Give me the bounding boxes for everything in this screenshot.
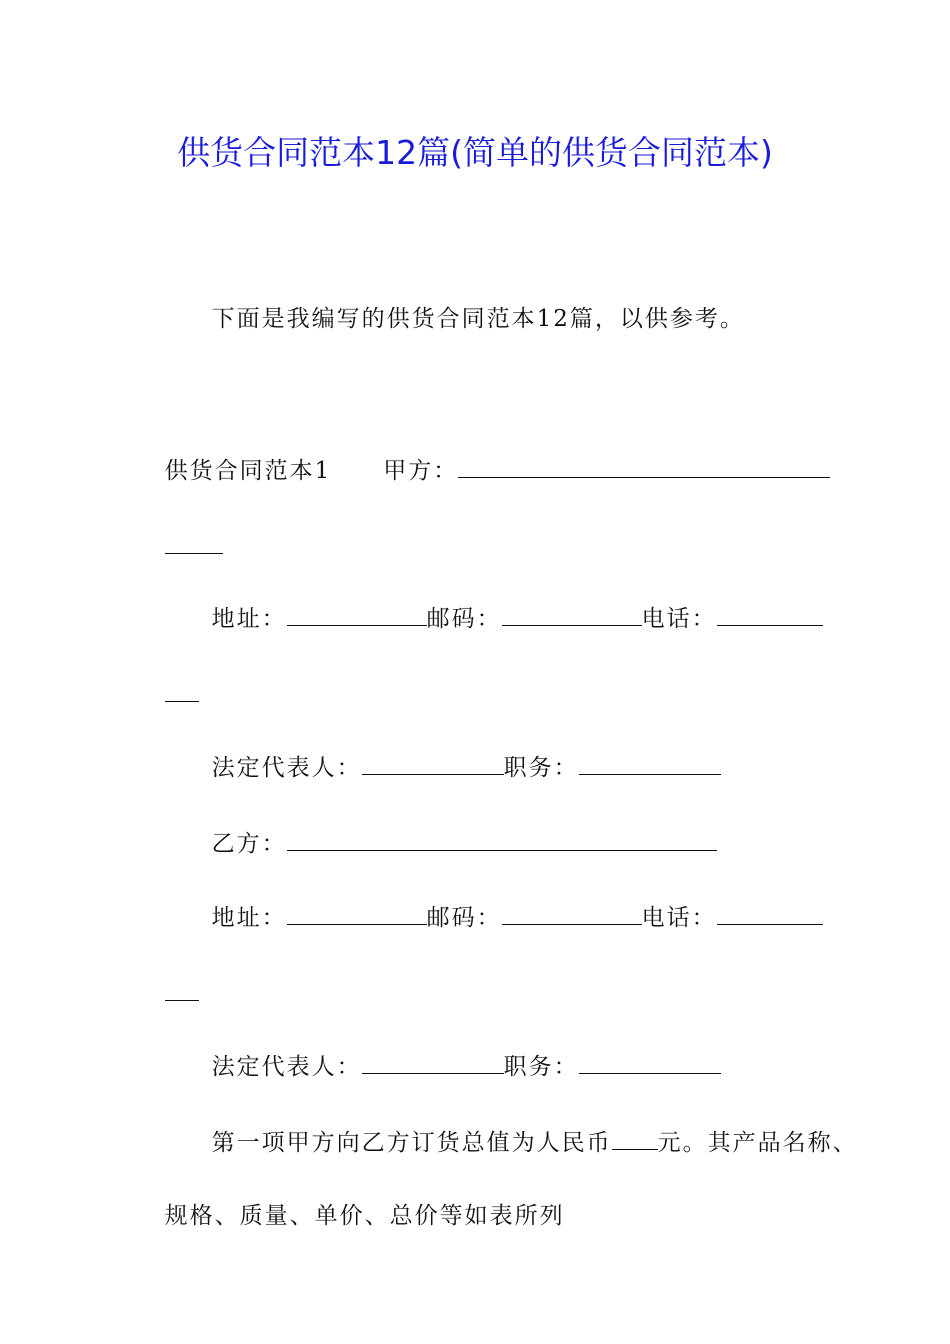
party-b-phone-blank-continued-row <box>146 943 199 1011</box>
party-a-label: 甲方： <box>383 458 459 484</box>
party-a-phone-blank <box>717 605 823 626</box>
party-b-address-row <box>193 867 823 935</box>
party-a-rep-label: 法定代表人： <box>211 755 362 781</box>
party-b-postcode-blank <box>502 904 642 925</box>
party-a-phone-blank-continued-row <box>146 644 199 712</box>
party-a-postcode-blank <box>502 605 642 626</box>
party-b-postcode-label: 邮码： <box>426 905 502 931</box>
section-heading-row <box>146 420 830 488</box>
document-title: 供货合同范本12篇(简单的供货合同范本) <box>177 133 773 172</box>
party-a-name-blank <box>458 457 830 478</box>
section-heading: 供货合同范本1 <box>164 458 332 484</box>
party-a-postcode-label: 邮码： <box>426 606 502 632</box>
party-b-rep-label: 法定代表人： <box>211 1054 362 1080</box>
party-a-name-blank-continued-row <box>146 496 223 564</box>
party-b-rep-blank <box>362 1053 504 1074</box>
party-b-phone-label: 电话： <box>641 905 717 931</box>
clause-1-text-a: 第一项甲方向乙方订货总值为人民币 <box>211 1130 612 1156</box>
intro-paragraph <box>193 268 745 336</box>
party-a-name-blank-continued <box>165 533 223 554</box>
party-a-rep-blank <box>362 754 504 775</box>
party-b-name-blank <box>287 830 717 851</box>
party-a-title-blank <box>579 754 721 775</box>
party-b-row <box>193 793 717 861</box>
clause-1-line-1 <box>193 1092 858 1160</box>
party-a-address-row <box>193 568 823 636</box>
party-b-title-blank <box>579 1053 721 1074</box>
party-b-title-label: 职务： <box>503 1054 579 1080</box>
clause-1-text-c: 规格、质量、单价、总价等如表所列 <box>164 1203 565 1229</box>
clause-1-line-2 <box>146 1165 565 1233</box>
clause-1-text-b: 元。其产品名称、 <box>657 1130 858 1156</box>
party-a-phone-label: 电话： <box>641 606 717 632</box>
party-a-rep-row <box>193 717 721 785</box>
party-b-label: 乙方： <box>211 831 287 857</box>
party-a-phone-blank-continued <box>165 681 199 702</box>
party-b-rep-row <box>193 1016 721 1084</box>
party-b-phone-blank <box>717 904 823 925</box>
party-b-address-label: 地址： <box>211 905 287 931</box>
clause-1-amount-blank <box>612 1129 658 1150</box>
party-b-phone-blank-continued <box>165 980 199 1001</box>
party-a-title-label: 职务： <box>503 755 579 781</box>
intro-text: 下面是我编写的供货合同范本12篇，以供参考。 <box>211 306 745 332</box>
party-a-address-label: 地址： <box>211 606 287 632</box>
party-a-address-blank <box>287 605 427 626</box>
party-b-address-blank <box>287 904 427 925</box>
